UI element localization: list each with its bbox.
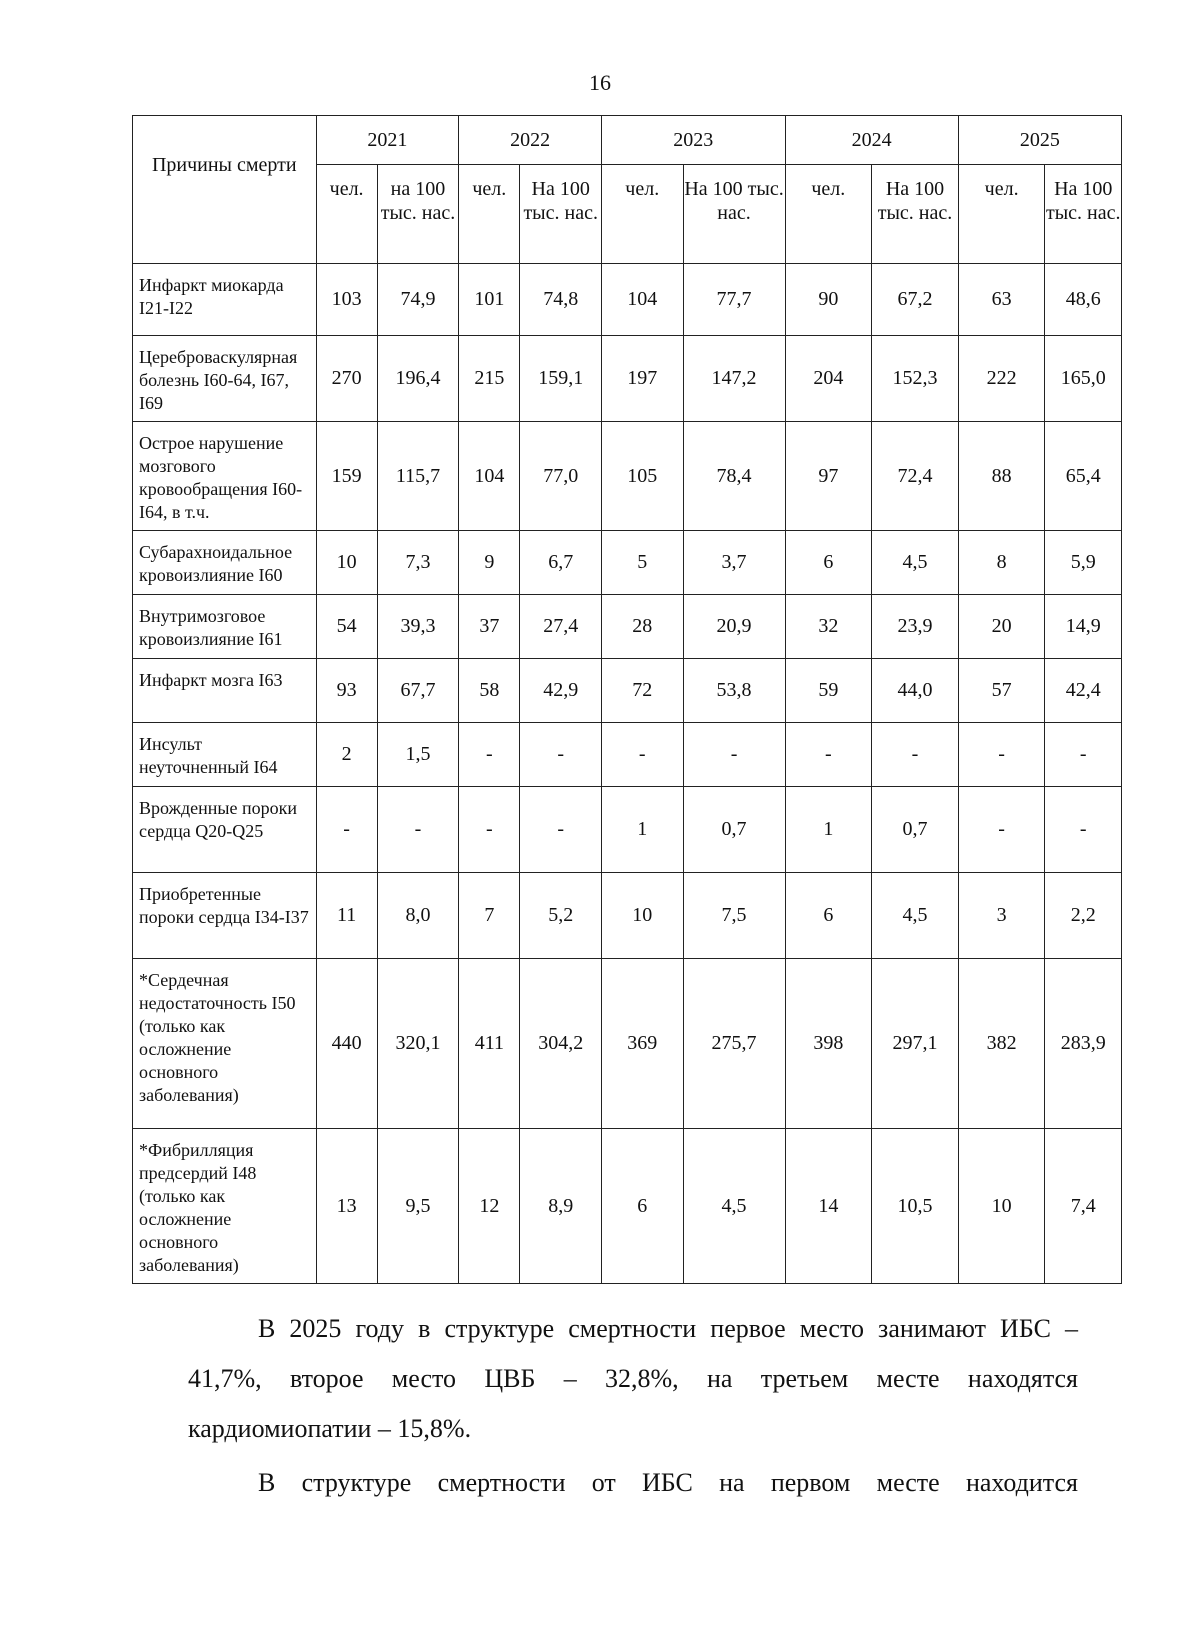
- table-row: [133, 422, 1122, 531]
- count-cell: -: [459, 723, 520, 787]
- count-cell: 9: [459, 531, 520, 595]
- rate-cell: 14,9: [1045, 595, 1122, 659]
- count-cell: 59: [785, 659, 872, 723]
- rate-cell: 8,9: [520, 1129, 602, 1284]
- rate-cell: 65,4: [1045, 422, 1122, 531]
- rate-cell: 39,3: [377, 595, 459, 659]
- page-number: 16: [589, 70, 611, 95]
- unit-abs-header: чел.: [958, 165, 1045, 264]
- rate-cell: 7,5: [683, 873, 785, 959]
- cause-cell: Инфаркт миокарда I21-I22: [133, 264, 317, 336]
- count-cell: -: [459, 787, 520, 873]
- rate-cell: 48,6: [1045, 264, 1122, 336]
- year-header: 2022: [459, 116, 602, 165]
- cause-cell: Острое нарушение мозгового кровообращения I60-I64, в т.ч.: [133, 422, 317, 531]
- count-cell: 103: [316, 264, 377, 336]
- rate-cell: 2,2: [1045, 873, 1122, 959]
- rate-cell: 44,0: [872, 659, 959, 723]
- rate-cell: 42,4: [1045, 659, 1122, 723]
- rate-cell: 27,4: [520, 595, 602, 659]
- cause-cell: Субарахноидальное кровоизлияние I60: [133, 531, 317, 595]
- count-cell: 72: [601, 659, 683, 723]
- rate-cell: 1,5: [377, 723, 459, 787]
- count-cell: 159: [316, 422, 377, 531]
- table-row: [133, 264, 1122, 336]
- rate-cell: 67,2: [872, 264, 959, 336]
- count-cell: 101: [459, 264, 520, 336]
- rate-cell: -: [1045, 723, 1122, 787]
- count-cell: 6: [785, 531, 872, 595]
- count-cell: 57: [958, 659, 1045, 723]
- count-cell: 411: [459, 959, 520, 1129]
- rate-cell: 20,9: [683, 595, 785, 659]
- rate-cell: 304,2: [520, 959, 602, 1129]
- count-cell: -: [958, 723, 1045, 787]
- rate-cell: 74,9: [377, 264, 459, 336]
- rate-cell: 283,9: [1045, 959, 1122, 1129]
- count-cell: 54: [316, 595, 377, 659]
- count-cell: 5: [601, 531, 683, 595]
- table-row: [133, 1129, 1122, 1284]
- rate-cell: -: [872, 723, 959, 787]
- cause-cell: *Сердечная недостаточность I50 (только как осложнение основного заболевания): [133, 959, 317, 1129]
- count-cell: 11: [316, 873, 377, 959]
- count-cell: 398: [785, 959, 872, 1129]
- year-header: 2025: [958, 116, 1121, 165]
- rate-cell: 7,3: [377, 531, 459, 595]
- rate-cell: 8,0: [377, 873, 459, 959]
- count-cell: 222: [958, 336, 1045, 422]
- unit-abs-header: чел.: [785, 165, 872, 264]
- cause-cell: Инсульт неуточненный I64: [133, 723, 317, 787]
- count-cell: 12: [459, 1129, 520, 1284]
- rate-cell: 77,7: [683, 264, 785, 336]
- count-cell: 8: [958, 531, 1045, 595]
- count-cell: 3: [958, 873, 1045, 959]
- count-cell: 28: [601, 595, 683, 659]
- count-cell: 10: [958, 1129, 1045, 1284]
- count-cell: 105: [601, 422, 683, 531]
- rate-cell: 196,4: [377, 336, 459, 422]
- rate-cell: 0,7: [872, 787, 959, 873]
- table-row: [133, 595, 1122, 659]
- rate-cell: 67,7: [377, 659, 459, 723]
- unit-rate-header: На 100 тыс. нас.: [683, 165, 785, 264]
- unit-abs-header: чел.: [316, 165, 377, 264]
- rate-cell: 159,1: [520, 336, 602, 422]
- rate-cell: 3,7: [683, 531, 785, 595]
- rate-cell: 4,5: [872, 531, 959, 595]
- rate-cell: 4,5: [683, 1129, 785, 1284]
- count-cell: 197: [601, 336, 683, 422]
- count-cell: -: [958, 787, 1045, 873]
- rate-cell: 4,5: [872, 873, 959, 959]
- rate-cell: -: [520, 723, 602, 787]
- count-cell: 270: [316, 336, 377, 422]
- cause-header: Причины смерти: [133, 116, 317, 264]
- table-row: [133, 531, 1122, 595]
- count-cell: 20: [958, 595, 1045, 659]
- rate-cell: 165,0: [1045, 336, 1122, 422]
- count-cell: 7: [459, 873, 520, 959]
- year-header: 2021: [316, 116, 459, 165]
- table-row: [133, 336, 1122, 422]
- count-cell: 58: [459, 659, 520, 723]
- rate-cell: 320,1: [377, 959, 459, 1129]
- cause-cell: Инфаркт мозга I63: [133, 659, 317, 723]
- count-cell: 10: [601, 873, 683, 959]
- rate-cell: 115,7: [377, 422, 459, 531]
- paragraph-1-line-1: В 2025 году в структуре смертности первое место занимают ИБС –: [258, 1314, 1078, 1343]
- count-cell: 90: [785, 264, 872, 336]
- count-cell: 93: [316, 659, 377, 723]
- paragraph-1-line-3: кардиомиопатии – 15,8%.: [188, 1414, 472, 1443]
- rate-cell: 78,4: [683, 422, 785, 531]
- rate-cell: 5,2: [520, 873, 602, 959]
- year-header: 2023: [601, 116, 785, 165]
- count-cell: -: [601, 723, 683, 787]
- table-row: [133, 873, 1122, 959]
- count-cell: 104: [601, 264, 683, 336]
- rate-cell: 0,7: [683, 787, 785, 873]
- count-cell: 2: [316, 723, 377, 787]
- count-cell: 32: [785, 595, 872, 659]
- rate-cell: 5,9: [1045, 531, 1122, 595]
- count-cell: -: [316, 787, 377, 873]
- cause-cell: Цереброваскулярная болезнь I60-64, I67, I69: [133, 336, 317, 422]
- table-row: [133, 959, 1122, 1129]
- rate-cell: 7,4: [1045, 1129, 1122, 1284]
- rate-cell: 297,1: [872, 959, 959, 1129]
- paragraph-1-line-2: 41,7%, второе место ЦВБ – 32,8%, на третьем месте находятся: [188, 1364, 1078, 1393]
- count-cell: 1: [785, 787, 872, 873]
- rate-cell: -: [1045, 787, 1122, 873]
- cause-cell: Врожденные пороки сердца Q20-Q25: [133, 787, 317, 873]
- mortality-table: [132, 115, 1122, 1284]
- unit-abs-header: чел.: [459, 165, 520, 264]
- unit-rate-header: На 100 тыс. нас.: [1045, 165, 1122, 264]
- count-cell: 10: [316, 531, 377, 595]
- rate-cell: 77,0: [520, 422, 602, 531]
- count-cell: 440: [316, 959, 377, 1129]
- table-row: [133, 723, 1122, 787]
- rate-cell: 23,9: [872, 595, 959, 659]
- rate-cell: 9,5: [377, 1129, 459, 1284]
- table-row: [133, 659, 1122, 723]
- count-cell: 63: [958, 264, 1045, 336]
- count-cell: 37: [459, 595, 520, 659]
- rate-cell: 152,3: [872, 336, 959, 422]
- count-cell: 13: [316, 1129, 377, 1284]
- count-cell: 1: [601, 787, 683, 873]
- count-cell: 104: [459, 422, 520, 531]
- paragraph-2-line-1: В структуре смертности от ИБС на первом месте находится: [258, 1468, 1078, 1497]
- rate-cell: 6,7: [520, 531, 602, 595]
- rate-cell: -: [377, 787, 459, 873]
- rate-cell: -: [520, 787, 602, 873]
- rate-cell: 10,5: [872, 1129, 959, 1284]
- year-header: 2024: [785, 116, 958, 165]
- cause-cell: Внутримозговое кровоизлияние I61: [133, 595, 317, 659]
- rate-cell: -: [683, 723, 785, 787]
- cause-cell: Приобретенные пороки сердца I34-I37: [133, 873, 317, 959]
- unit-abs-header: чел.: [601, 165, 683, 264]
- rate-cell: 42,9: [520, 659, 602, 723]
- cause-cell: *Фибрилляция предсердий I48 (только как осложнение основного заболевания): [133, 1129, 317, 1284]
- table-row: [133, 787, 1122, 873]
- count-cell: 215: [459, 336, 520, 422]
- count-cell: -: [785, 723, 872, 787]
- count-cell: 88: [958, 422, 1045, 531]
- count-cell: 6: [601, 1129, 683, 1284]
- rate-cell: 74,8: [520, 264, 602, 336]
- rate-cell: 275,7: [683, 959, 785, 1129]
- rate-cell: 147,2: [683, 336, 785, 422]
- count-cell: 6: [785, 873, 872, 959]
- unit-rate-header: На 100 тыс. нас.: [520, 165, 602, 264]
- count-cell: 97: [785, 422, 872, 531]
- rate-cell: 72,4: [872, 422, 959, 531]
- count-cell: 369: [601, 959, 683, 1129]
- rate-cell: 53,8: [683, 659, 785, 723]
- unit-rate-header: на 100 тыс. нас.: [377, 165, 459, 264]
- unit-rate-header: На 100 тыс. нас.: [872, 165, 959, 264]
- count-cell: 204: [785, 336, 872, 422]
- count-cell: 14: [785, 1129, 872, 1284]
- count-cell: 382: [958, 959, 1045, 1129]
